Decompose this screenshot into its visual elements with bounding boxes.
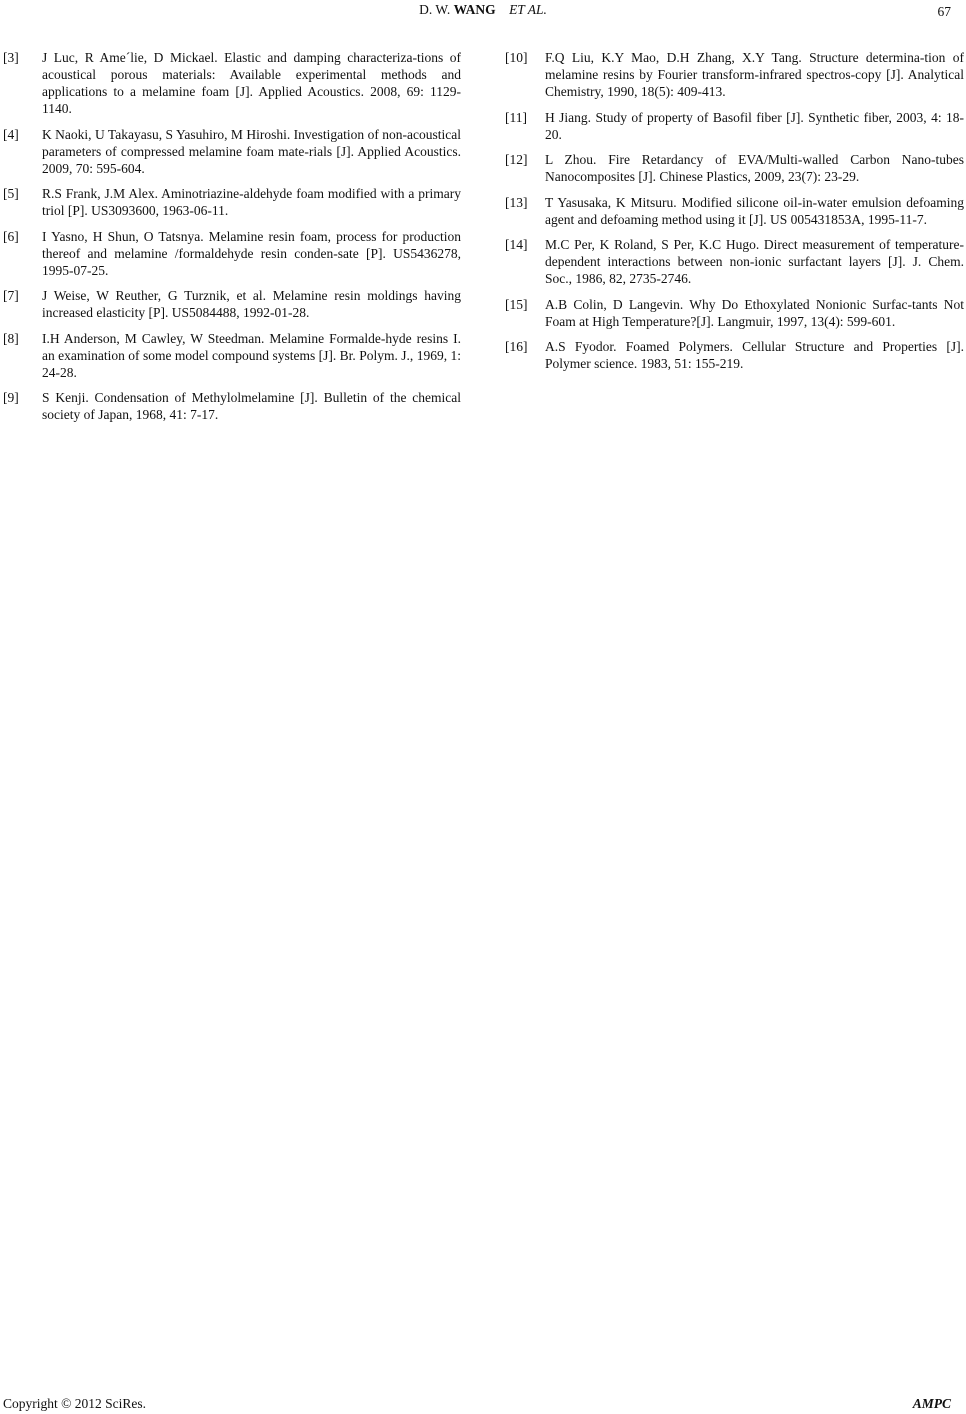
- reference-text: I Yasno, H Shun, O Tatsnya. Melamine resin foam, process for production thereof and melamine /formaldehyde resin conden-sate [P]. US5436278, 1995-07-25.: [42, 228, 461, 278]
- references-right-column: [505, 49, 964, 381]
- reference-text: T Yasusaka, K Mitsuru. Modified silicone oil-in-water emulsion defoaming agent and defoaming method using it [J]. US 005431853A, 1995-11-7.: [545, 194, 964, 227]
- references-left-column: [3, 49, 461, 432]
- reference-item: [3, 228, 461, 279]
- reference-text: S Kenji. Condensation of Methylolmelamine [J]. Bulletin of the chemical society of Japan, 1968, 41: 7-17.: [42, 390, 461, 422]
- reference-text: A.B Colin, D Langevin. Why Do Ethoxylated Nonionic Surfac-tants Not Foam at High Temperature?[J]. Langmuir, 1997, 13(4): 599-601.: [545, 296, 964, 329]
- reference-number: [12]: [505, 152, 528, 167]
- running-head-etal: ET AL.: [509, 2, 547, 17]
- reference-item: [3, 185, 461, 219]
- reference-text: J Luc, R Ame´lie, D Mickael. Elastic and damping characteriza-tions of acoustical porous materials: Available experimental methods and applications to a melamine foam [J]. Applied Acoustics. 2008, 69: 1129-1140.: [42, 50, 461, 116]
- running-head-author-surname: WANG: [453, 2, 496, 17]
- reference-number: [3]: [3, 50, 19, 65]
- reference-item: [505, 151, 964, 185]
- reference-text: R.S Frank, J.M Alex. Aminotriazine-aldehyde foam modified with a primary triol [P]. US3093600, 1963-06-11.: [42, 186, 461, 218]
- reference-item: [505, 296, 964, 330]
- reference-number: [13]: [505, 194, 528, 210]
- reference-number: [10]: [505, 50, 528, 65]
- reference-item: [3, 330, 461, 381]
- reference-text: F.Q Liu, K.Y Mao, D.H Zhang, X.Y Tang. Structure determina-tion of melamine resins by Fourier transform-infrared spectros-copy [J]. Analytical Chemistry, 1990, 18(5): 409-413.: [545, 50, 964, 99]
- reference-item: [505, 194, 964, 228]
- reference-item: [505, 338, 964, 372]
- reference-text: H Jiang. Study of property of Basofil fiber [J]. Synthetic fiber, 2003, 4: 18-20.: [545, 109, 964, 142]
- reference-number: [5]: [3, 186, 19, 201]
- reference-text: L Zhou. Fire Retardancy of EVA/Multi-walled Carbon Nano-tubes Nanocomposites [J]. Chinese Plastics, 2009, 23(7): 23-29.: [545, 152, 964, 184]
- page-number: 67: [937, 4, 951, 19]
- reference-number: [9]: [3, 390, 19, 405]
- reference-number: [16]: [505, 339, 528, 354]
- reference-item: [505, 109, 964, 143]
- reference-item: [3, 287, 461, 321]
- reference-text: M.C Per, K Roland, S Per, K.C Hugo. Direct measurement of temperature-dependent interactions between non-ionic surfactant layers [J]. J. Chem. Soc., 1986, 82, 2735-2746.: [545, 237, 964, 286]
- reference-item: [505, 236, 964, 287]
- page-header: [0, 0, 966, 24]
- reference-number: [6]: [3, 228, 19, 244]
- reference-number: [14]: [505, 237, 528, 252]
- copyright-notice: Copyright © 2012 SciRes.: [3, 1396, 147, 1411]
- reference-number: [4]: [3, 126, 19, 142]
- page-footer: [0, 1394, 966, 1414]
- reference-item: [3, 126, 461, 177]
- reference-item: [3, 49, 461, 117]
- reference-number: [15]: [505, 296, 528, 312]
- running-head: [0, 2, 966, 18]
- reference-text: K Naoki, U Takayasu, S Yasuhiro, M Hiroshi. Investigation of non-acoustical parameters of compressed melamine foam mate-rials [J]. Applied Acoustics. 2009, 70: 595-604.: [42, 126, 461, 176]
- reference-text: A.S Fyodor. Foamed Polymers. Cellular Structure and Properties [J]. Polymer science. 1983, 51: 155-219.: [545, 339, 964, 371]
- reference-text: I.H Anderson, M Cawley, W Steedman. Melamine Formalde-hyde resins I. an examination of some model compound systems [J]. Br. Polym. J., 1969, 1: 24-28.: [42, 330, 461, 380]
- reference-number: [7]: [3, 288, 19, 303]
- journal-abbreviation: AMPC: [912, 1396, 951, 1411]
- reference-text: J Weise, W Reuther, G Turznik, et al. Melamine resin moldings having increased elasticity [P]. US5084488, 1992-01-28.: [42, 288, 461, 320]
- reference-number: [11]: [505, 109, 527, 125]
- running-head-author-initials: D. W.: [419, 2, 451, 17]
- reference-item: [3, 389, 461, 423]
- reference-number: [8]: [3, 330, 19, 346]
- reference-item: [505, 49, 964, 100]
